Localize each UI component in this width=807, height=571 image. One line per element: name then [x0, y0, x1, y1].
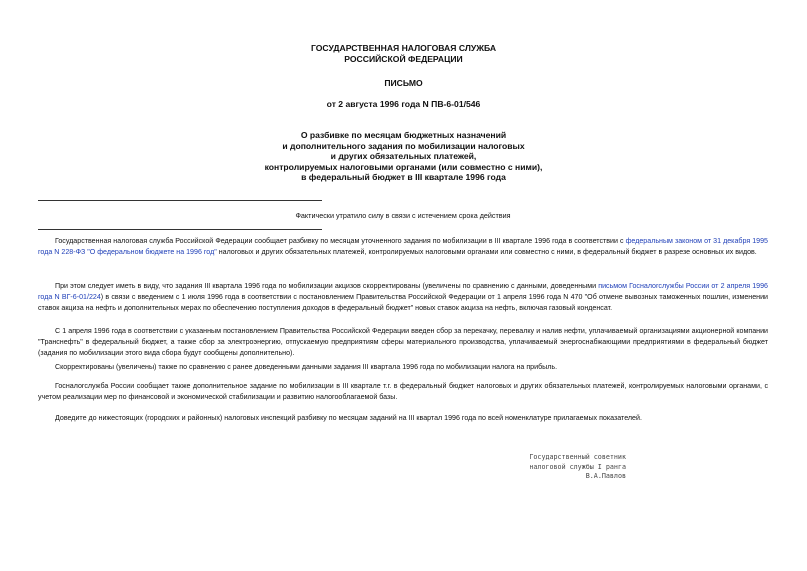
divider-bottom	[38, 229, 322, 230]
paragraph-5-text: Госналогслужба России сообщает также дополнительное задание по мобилизации в III квартале т.г. в федеральный бюджет налоговых и других обязательных платежей, контролируемых налоговыми органами, с учетом реализации мер по финансовой и экономической стабилизации и развитию налогооблагаемой базы.	[38, 382, 768, 401]
paragraph-2-text-b: ) в связи с введением с 1 июля 1996 года в соответствии с постановлением Правительства Российской Федерации от 1 апреля 1996 года N 470 "Об отмене вывозных таможенных пошлин, изменении ставок акциза на нефть и дополнительных мерах по обеспечению поступления доходов в федеральный бюджет" новых ставок акциза на нефть, включая газовый конденсат.	[38, 292, 769, 312]
paragraph-3	[38, 326, 768, 358]
paragraph-1-text-a: Государственная налоговая служба Российской Федерации сообщает разбивку по месяцам уточненного задания по мобилизации в III квартале 1996 года в соответствии с	[55, 237, 626, 245]
signatory-title-line-2: налоговой службы I ранга	[529, 462, 626, 471]
subject-line-5: в федеральный бюджет в III квартале 1996 года	[301, 172, 506, 183]
status-note: Фактически утратило силу в связи с истечением срока действия	[295, 211, 511, 220]
paragraph-4	[38, 362, 768, 373]
subject-line-4: контролируемых налоговыми органами (или совместно с ними),	[264, 161, 543, 172]
document-subject	[0, 130, 807, 183]
paragraph-2	[38, 281, 768, 313]
document-date-number: от 2 августа 1996 года N ПВ-6-01/546	[326, 99, 481, 109]
subject-line-1: О разбивке по месяцам бюджетных назначений	[300, 130, 507, 140]
paragraph-5	[38, 381, 768, 403]
signatory-name: В.А.Павлов	[585, 472, 626, 481]
federal-law-link[interactable]: федеральным законом от 31 декабря 1995 года N 228-ФЗ "О федеральном бюджете на 1996 год"	[38, 237, 768, 256]
signature-block	[480, 453, 626, 482]
paragraph-6	[38, 413, 768, 424]
paragraph-6-text: Доведите до нижестоящих (городских и районных) налоговых инспекций разбивку по месяцам заданий на III квартал 1996 года по всей номенклатуре прилагаемых показателей.	[55, 414, 642, 422]
issuer-line-2: РОССИЙСКОЙ ФЕДЕРАЦИИ	[344, 53, 463, 64]
paragraph-4-text: Скорректированы (увеличены) также по сравнению с ранее доведенными данными задания III квартала 1996 года по мобилизации налога на прибыль.	[55, 363, 558, 371]
paragraph-1-text-b: налоговых и других обязательных платежей, контролируемых налоговыми органами или совместно с ними, в федеральный бюджет в разрезе основных их видов.	[216, 247, 757, 256]
issuer-block	[0, 43, 807, 64]
issuer-line-1: ГОСУДАРСТВЕННАЯ НАЛОГОВАЯ СЛУЖБА	[310, 43, 497, 53]
tax-service-letter-link[interactable]: письмом Госналогслужбы России от 2 апреля 1996 года N ВГ-6-01/224	[38, 282, 768, 301]
paragraph-2-text-a: При этом следует иметь в виду, что задания III квартала 1996 года по мобилизации акцизов скорректированы (увеличены по сравнению с данными, доведенными	[55, 282, 599, 290]
divider-top	[38, 200, 322, 201]
subject-line-3: и других обязательных платежей,	[330, 151, 477, 162]
paragraph-3-text: С 1 апреля 1996 года в соответствии с указанным постановлением Правительства Российской Федерации введен сбор за перекачку, перевалку и налив нефти, уплачиваемый организациями акционерной компании "Транснефть" в федеральный бюджет, а также сбор за электроэнергию, отпускаемую предприятиям сферы материального производства, уплачиваемый энергоснабжающими предприятиями в федеральный бюджет (задания по мобилизации этого вида сбора будут сообщены дополнительно).	[38, 327, 768, 357]
document-type: ПИСЬМО	[384, 78, 423, 88]
subject-line-2: и дополнительного задания по мобилизации налоговых	[282, 140, 525, 151]
paragraph-1	[38, 236, 768, 258]
signatory-title-line-1: Государственный советник	[529, 453, 626, 461]
